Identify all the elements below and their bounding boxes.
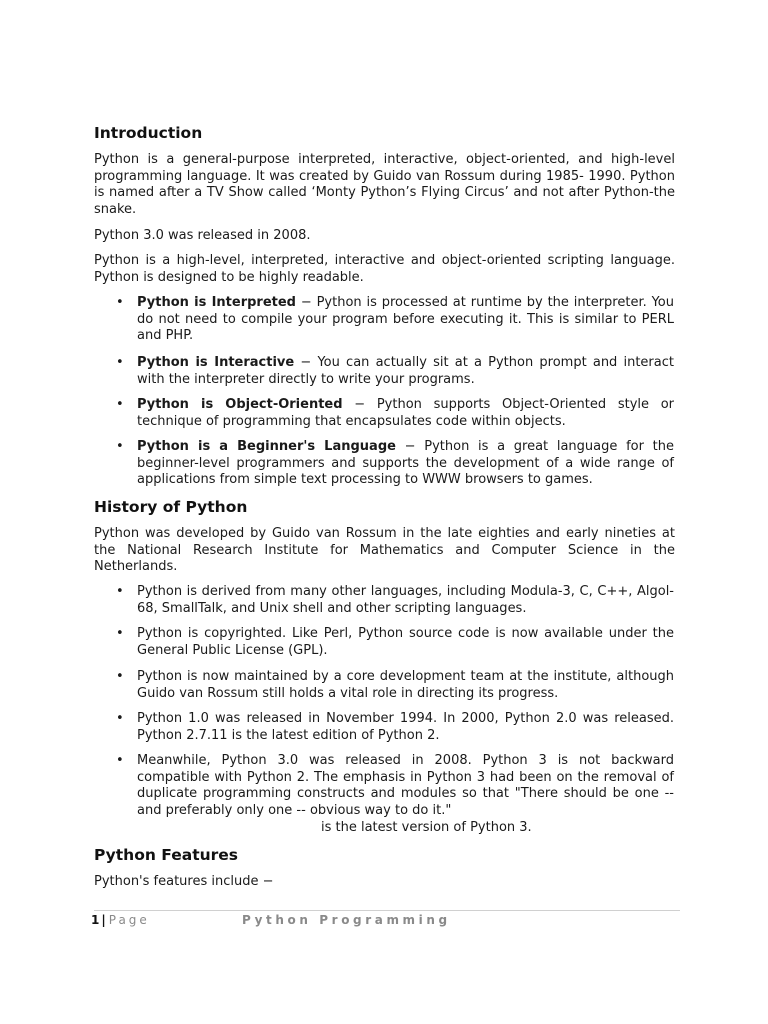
- bullet-icon: •: [116, 295, 124, 310]
- heading-introduction: Introduction: [94, 124, 203, 142]
- list-item-text: Python is copyrighted. Like Perl, Python source code is now available under the General Public License (GPL).: [137, 626, 674, 658]
- intro-paragraph-3: Python is a high-level, interpreted, interactive and object-oriented scripting language. Python is designed to be highly readable.: [94, 253, 675, 285]
- page-label: Page: [108, 913, 150, 927]
- list-item-term: Python is Interactive: [137, 355, 295, 370]
- bullet-icon: •: [116, 669, 124, 684]
- list-item: [116, 584, 674, 617]
- list-item-text: − Python supports Object-Oriented style or technique of programming that encapsulates code within objects.: [137, 397, 674, 429]
- list-item: [116, 439, 674, 489]
- list-item: [116, 626, 674, 659]
- list-item: [116, 295, 674, 345]
- list-item-text: − You can actually sit at a Python prompt and interact with the interpreter directly to write your programs.: [137, 355, 674, 387]
- list-item-term: Python is Interpreted: [137, 295, 296, 310]
- page-footer: [91, 913, 451, 927]
- list-item: [116, 753, 674, 819]
- bullet-icon: •: [116, 355, 124, 370]
- bullet-icon: •: [116, 439, 124, 454]
- intro-paragraph-2: Python 3.0 was released in 2008.: [94, 228, 311, 243]
- bullet-icon: •: [116, 584, 124, 599]
- bullet-icon: •: [116, 626, 124, 641]
- heading-history: History of Python: [94, 498, 248, 516]
- features-paragraph-1: Python's features include −: [94, 874, 274, 889]
- list-item-term: Python is a Beginner's Language: [137, 439, 396, 454]
- list-item: [116, 669, 674, 702]
- history-paragraph-1: Python was developed by Guido van Rossum in the late eighties and early nineties at the National Research Institute for Mathematics and Computer Science in the Netherlands.: [94, 526, 675, 575]
- list-item-text: − Python is a great language for the beginner-level programmers and supports the development of a wide range of applications from simple text processing to WWW browsers to games.: [137, 439, 674, 488]
- bullet-icon: •: [116, 397, 124, 412]
- heading-features: Python Features: [94, 846, 239, 864]
- footer-divider: [94, 910, 680, 911]
- list-item-text: Python is derived from many other languages, including Modula-3, C, C++, Algol-68, SmallTalk, and Unix shell and other scripting languages.: [137, 584, 674, 616]
- page-number: 1: [91, 913, 100, 927]
- bullet-icon: •: [116, 711, 124, 726]
- list-item-text: Meanwhile, Python 3.0 was released in 2008. Python 3 is not backward compatible with Python 2. The emphasis in Python 3 had been on the removal of duplicate programming constructs and modules so that "There should be one -- and preferably only one -- obvious way to do it.": [137, 753, 674, 818]
- list-item: [116, 355, 674, 388]
- bullet-icon: •: [116, 753, 124, 768]
- list-item-term: Python is Object-Oriented: [137, 397, 343, 412]
- footer-separator: |: [101, 913, 106, 927]
- list-item-text: − Python is processed at runtime by the interpreter. You do not need to compile your program before executing it. This is similar to PERL and PHP.: [137, 295, 674, 344]
- list-item-text: Python is now maintained by a core development team at the institute, although Guido van Rossum still holds a vital role in directing its progress.: [137, 669, 674, 701]
- footer-doc-title: Python Programming: [242, 913, 451, 927]
- list-item: [116, 397, 674, 430]
- list-item-text: Python 1.0 was released in November 1994. In 2000, Python 2.0 was released. Python 2.7.11 is the latest edition of Python 2.: [137, 711, 674, 743]
- list-item: [116, 711, 674, 744]
- intro-paragraph-1: Python is a general-purpose interpreted, interactive, object-oriented, and high-level programming language. It was created by Guido van Rossum during 1985- 1990. Python is named after a TV Show called ‘Monty Python’s Flying Circus’ and not after Python-the snake.: [94, 152, 675, 217]
- history-trailing-line: is the latest version of Python 3.: [321, 820, 532, 835]
